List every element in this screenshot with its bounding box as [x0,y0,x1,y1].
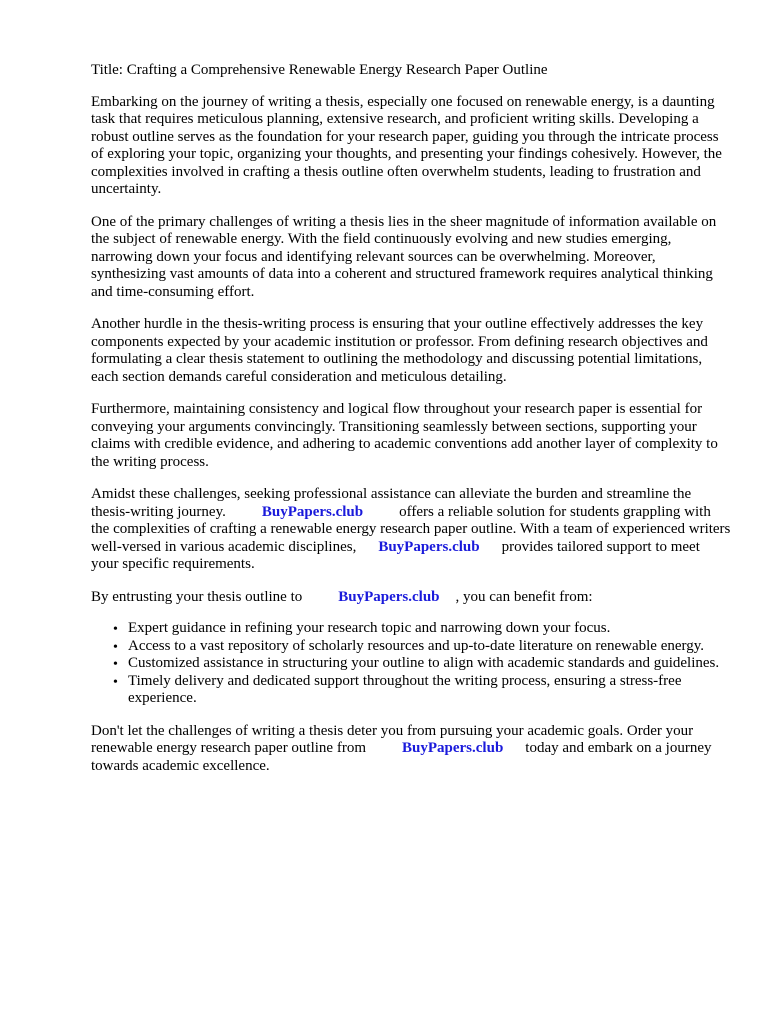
paragraph-challenges: One of the primary challenges of writing a thesis lies in the sheer magnitude of information available on the subject of renewable energy. With the field continuously evolving and new studies emerging, narrowing down your focus and identifying relevant sources can be overwhelming. Moreover, synthesizing vast amounts of data into a coherent and structured framework requires analytical thinking and time-consuming effort. [91,213,717,300]
document-title: Title: Crafting a Comprehensive Renewable Energy Research Paper Outline [91,62,548,78]
bullet-icon: • [113,674,118,690]
bullet-icon: • [113,657,118,672]
list-item [113,620,731,638]
paragraph-intro: Embarking on the journey of writing a thesis, especially one focused on renewable energy, is a daunting task that requires meticulous planning, extensive research, and proficient writing skills. Developing a robust outline serves as the foundation for your research paper, guiding you through the intricate process of exploring your topic, organizing your thoughts, and presenting your findings cohesively. However, the complexities involved in crafting a thesis outline often overwhelm students, leading to frustration and uncertainty. [91,93,722,197]
list-item-text: Timely delivery and dedicated support throughout the writing process, ensuring a stress-free experience. [128,672,682,706]
list-item [113,638,731,656]
list-item-text: Access to a vast repository of scholarly resources and up-to-date literature on renewable energy. [128,637,705,654]
bullet-icon: • [113,639,118,655]
list-item [113,655,731,673]
paragraph-assistance-text-3: provides tailored support to meet your specific requirements. [91,538,700,572]
paragraph-entrusting-text-1: By entrusting your thesis outline to [91,588,303,605]
document-page [91,62,731,790]
paragraph-entrusting [91,589,731,607]
list-item-text: Expert guidance in refining your research topic and narrowing down your focus. [128,620,611,636]
paragraph-consistency: Furthermore, maintaining consistency and logical flow throughout your research paper is essential for conveying your arguments convincingly. Transitioning seamlessly between sections, supporting your claims with credible evidence, and adhering to academic conventions add another layer of complexity to the writing process. [91,401,718,470]
paragraph-closing-text-1: Don't let the challenges of writing a thesis deter you from pursuing your academic goals. Order your renewable energy research paper outline from [91,722,694,756]
paragraph-assistance-text-1: Amidst these challenges, seeking professional assistance can alleviate the burden and streamline the thesis-writing journey. [91,486,692,520]
buypapers-link[interactable]: BuyPapers.club [338,588,440,605]
paragraph-closing-text-2: today and embark on a journey towards academic excellence. [91,740,712,774]
paragraph-entrusting-text-2: , you can benefit from: [455,588,593,605]
buypapers-link[interactable]: BuyPapers.club [378,538,480,555]
buypapers-link[interactable]: BuyPapers.club [261,503,364,520]
list-item-text: Customized assistance in structuring your outline to align with academic standards and guidelines. [128,655,720,671]
paragraph-assistance-text-2: offers a reliable solution for students grappling with the complexities of crafting a renewable energy research paper outline. With a team of experienced writers well-versed in various academic disciplines, [91,503,731,555]
buypapers-link[interactable]: BuyPapers.club [402,740,504,756]
paragraph-assistance [91,486,731,574]
benefits-list [91,620,731,708]
bullet-icon: • [113,622,118,637]
paragraph-closing [91,723,731,776]
list-item [113,673,731,708]
paragraph-hurdle: Another hurdle in the thesis-writing process is ensuring that your outline effectively addresses the key components expected by your academic institution or professor. From defining research objectives and formulating a clear thesis statement to outlining the methodology and discussing potential limitations, each section demands careful consideration and meticulous detailing. [91,316,708,385]
